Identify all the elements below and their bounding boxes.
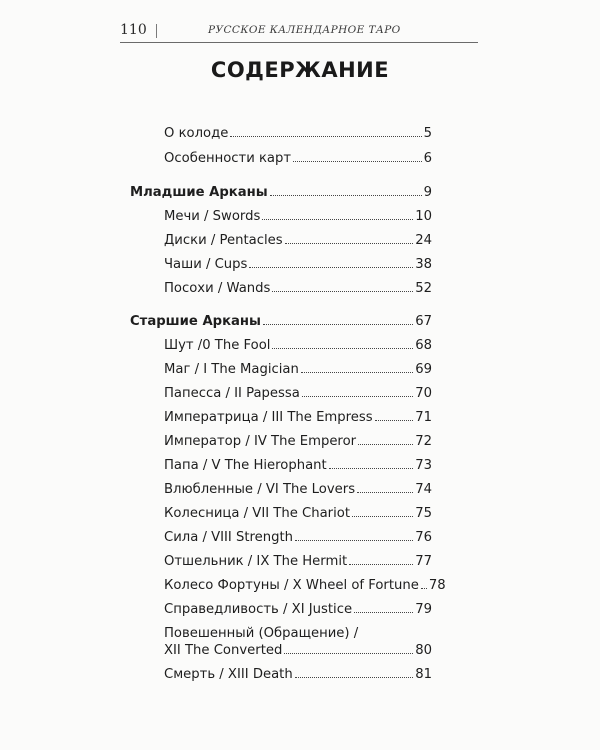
dot-leader <box>352 516 413 517</box>
toc-entry-page: 73 <box>415 458 432 473</box>
toc-entry-label: Папа / V The Hierophant <box>164 458 327 473</box>
toc-entry-wands[interactable] <box>164 280 432 297</box>
toc-entry-label: Справедливость / XI Justice <box>164 602 353 617</box>
toc-entry-label: Колесо Фортуны / X Wheel of Fortune <box>164 578 419 593</box>
toc-entry-page: 69 <box>415 362 432 377</box>
toc-entry-label: Старшие Арканы <box>130 314 261 329</box>
toc-entry-page: 77 <box>415 554 432 569</box>
toc-entry-page: 6 <box>423 151 432 166</box>
toc-entry-page: 71 <box>415 410 432 425</box>
page-number: 110 <box>120 22 147 38</box>
dot-leader <box>301 372 413 373</box>
toc-entry-page: 78 <box>428 578 446 593</box>
toc-entry-label: Маг / I The Magician <box>164 362 299 377</box>
toc-entry-wheel-of-fortune[interactable] <box>164 577 446 594</box>
toc-entry-card-features[interactable] <box>164 150 432 167</box>
dot-leader <box>354 612 413 613</box>
toc-entry-about-deck[interactable] <box>164 125 432 142</box>
toc-entry-the-hermit[interactable] <box>164 553 432 570</box>
toc-entry-page: 76 <box>415 530 432 545</box>
toc-entry-swords[interactable] <box>164 208 432 225</box>
dot-leader <box>329 468 414 469</box>
dot-leader <box>293 161 422 162</box>
dot-leader <box>349 564 413 565</box>
toc-entry-the-lovers[interactable] <box>164 481 432 498</box>
toc-entry-page: 67 <box>415 314 432 329</box>
toc-entry-label: Папесса / II Papessa <box>164 386 300 401</box>
toc-entry-cups[interactable] <box>164 256 432 273</box>
toc-entry-label: Посохи / Wands <box>164 281 271 296</box>
dot-leader <box>357 492 413 493</box>
toc-entry-strength[interactable] <box>164 529 432 546</box>
toc-entry-page: 10 <box>415 209 432 224</box>
dot-leader <box>249 267 413 268</box>
toc-entry-the-hierophant[interactable] <box>164 457 432 474</box>
toc-entry-label: Император / IV The Emperor <box>164 434 357 449</box>
toc-entry-label: О колоде <box>164 126 229 141</box>
toc-entry-page: 24 <box>415 233 432 248</box>
running-book-title: РУССКОЕ КАЛЕНДАРНОЕ ТАРО <box>208 24 401 36</box>
toc-title: СОДЕРЖАНИЕ <box>210 58 390 82</box>
toc-entry-label: Младшие Арканы <box>130 185 268 200</box>
table-of-contents <box>130 0 446 750</box>
toc-entry-the-chariot[interactable] <box>164 505 432 522</box>
toc-entry-label: Чаши / Cups <box>164 257 248 272</box>
dot-leader <box>262 219 413 220</box>
toc-entry-page: 72 <box>415 434 432 449</box>
toc-entry-page: 81 <box>415 667 432 682</box>
toc-entry-label: Влюбленные / VI The Lovers <box>164 482 356 497</box>
toc-entry-pentacles[interactable] <box>164 232 432 249</box>
toc-entry-label: Шут /0 The Fool <box>164 338 271 353</box>
toc-entry-label: Сила / VIII Strength <box>164 530 294 545</box>
toc-entry-page: 80 <box>415 643 432 658</box>
toc-entry-the-converted[interactable] <box>164 625 432 659</box>
toc-entry-line2 <box>164 642 432 659</box>
toc-entry-page: 68 <box>415 338 432 353</box>
toc-entry-page: 79 <box>415 602 432 617</box>
toc-entry-page: 5 <box>423 126 432 141</box>
dot-leader <box>302 396 413 397</box>
dot-leader <box>272 348 413 349</box>
dot-leader <box>285 243 414 244</box>
toc-entry-page: 70 <box>415 386 432 401</box>
toc-entry-label: Колесница / VII The Chariot <box>164 506 350 521</box>
toc-entry-justice[interactable] <box>164 601 432 618</box>
dot-leader <box>295 540 413 541</box>
dot-leader <box>230 136 421 137</box>
toc-section-minor-arcana[interactable] <box>130 184 432 201</box>
dot-leader <box>375 420 414 421</box>
dot-leader <box>358 444 413 445</box>
dot-leader <box>263 324 413 325</box>
toc-entry-the-magician[interactable] <box>164 361 432 378</box>
toc-entry-label: Диски / Pentacles <box>164 233 283 248</box>
toc-entry-papessa[interactable] <box>164 385 432 402</box>
toc-entry-page: 38 <box>415 257 432 272</box>
toc-entry-the-emperor[interactable] <box>164 433 432 450</box>
toc-entry-label-continued: XII The Converted <box>164 643 283 658</box>
toc-section-major-arcana[interactable] <box>130 313 432 330</box>
toc-entry-the-fool[interactable] <box>164 337 432 354</box>
toc-entry-page: 52 <box>415 281 432 296</box>
toc-entry-the-empress[interactable] <box>164 409 432 426</box>
toc-entry-page: 74 <box>415 482 432 497</box>
toc-entry-label: Мечи / Swords <box>164 209 261 224</box>
dot-leader <box>421 588 427 589</box>
dot-leader <box>295 677 414 678</box>
toc-entry-death[interactable] <box>164 666 432 683</box>
toc-entry-label: Особенности карт <box>164 151 292 166</box>
toc-entry-page: 75 <box>415 506 432 521</box>
toc-entry-label: Повешенный (Обращение) / <box>164 626 359 641</box>
toc-entry-label: Императрица / III The Empress <box>164 410 373 425</box>
dot-leader <box>284 653 413 654</box>
toc-entry-page: 9 <box>423 185 432 200</box>
dot-leader <box>272 291 413 292</box>
toc-entry-label: Смерть / XIII Death <box>164 667 293 682</box>
toc-entry-label: Отшельник / IX The Hermit <box>164 554 348 569</box>
dot-leader <box>270 195 422 196</box>
